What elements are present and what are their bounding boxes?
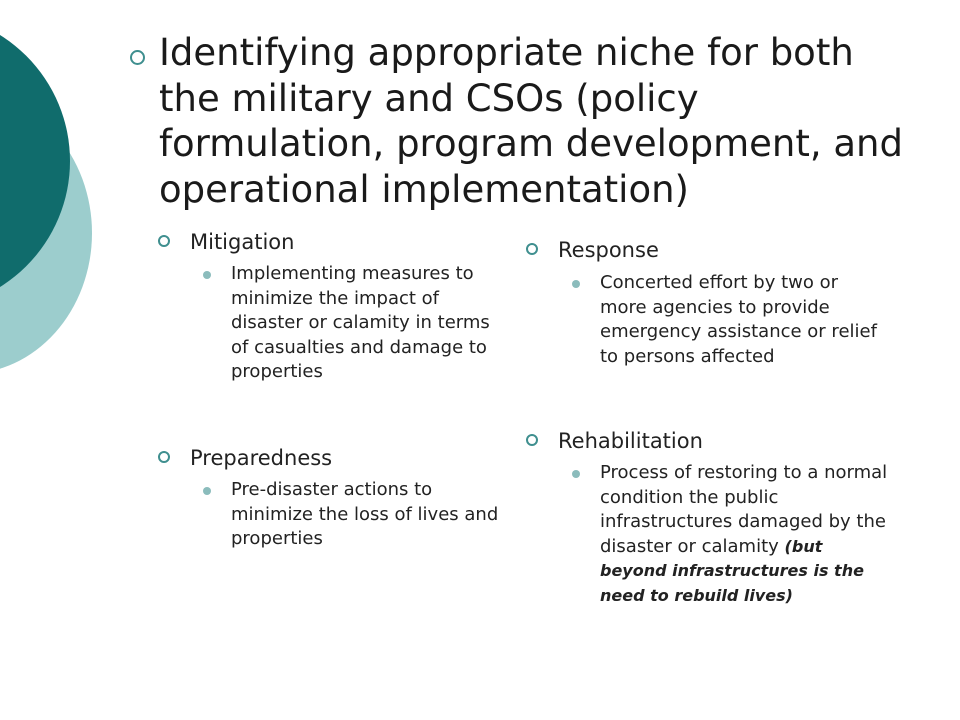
hollow-circle-bullet-icon	[158, 235, 170, 247]
hollow-circle-bullet-icon	[526, 243, 538, 255]
section-detail: Implementing measures to minimize the impact of disaster or calamity in terms of casualties and damage to properties	[231, 263, 490, 382]
filled-dot-bullet-icon	[572, 470, 580, 478]
section-detail: Pre-disaster actions to minimize the loss of lives and properties	[231, 479, 499, 549]
hollow-circle-bullet-icon	[158, 451, 170, 463]
section-detail: Process of restoring to a normal condition the public infrastructures damaged by the disaster or calamity	[600, 462, 888, 557]
section-label: Response	[558, 238, 659, 262]
section-detail-block	[600, 461, 890, 608]
section-detail: Concerted effort by two or more agencies to provide emergency assistance or relief to persons affected	[600, 272, 877, 367]
hollow-circle-bullet-icon	[526, 434, 538, 446]
slide-title: Identifying appropriate niche for both the military and CSOs (policy formulation, program development, and operational implementation)	[159, 31, 903, 211]
filled-dot-bullet-icon	[203, 271, 211, 279]
filled-dot-bullet-icon	[572, 280, 580, 288]
section-label: Preparedness	[190, 446, 333, 470]
section-emphasis: (but beyond infrastructures is the need to rebuild lives)	[600, 536, 864, 605]
filled-dot-bullet-icon	[203, 487, 211, 495]
section-label: Mitigation	[190, 230, 295, 254]
hollow-circle-bullet-icon	[130, 50, 145, 65]
decorative-circles	[0, 0, 120, 400]
section-label: Rehabilitation	[558, 429, 703, 453]
